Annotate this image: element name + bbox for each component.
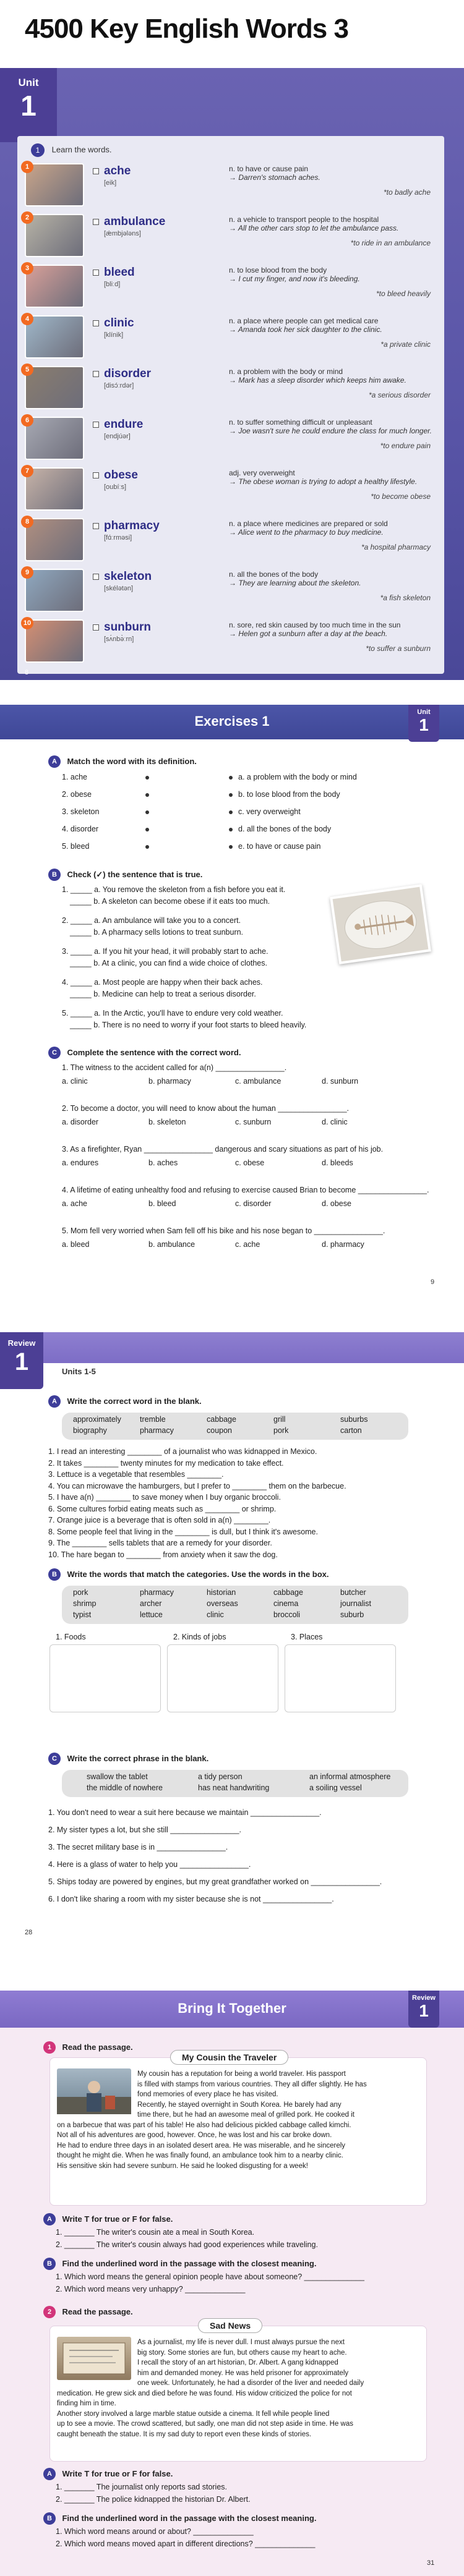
passage-line: His sensitive skin had severe sunburn. He said he looked disgusting for a week!: [57, 2162, 308, 2170]
answer-option[interactable]: d. clinic: [322, 1118, 348, 1126]
box-word: cabbage: [207, 1415, 236, 1424]
answer-option[interactable]: d. bleeds: [322, 1158, 353, 1167]
word-number: 9: [21, 566, 33, 579]
passage-number: 1: [43, 2041, 56, 2054]
fill-phrase-line[interactable]: 4. Here is a glass of water to help you ________________.: [48, 1860, 251, 1869]
answer-option[interactable]: c. sunburn: [235, 1118, 272, 1126]
word-row: [25, 214, 437, 261]
review-tab-label: Review: [412, 1994, 436, 2002]
category-answer-box[interactable]: [167, 1644, 278, 1712]
match-word: 3. skeleton: [62, 807, 100, 816]
fill-blank-line[interactable]: 4. You can microwave the hamburgers, but I prefer to ________ them on the barbecue.: [48, 1481, 346, 1490]
word-term: clinic: [104, 317, 134, 329]
word-pronunciation: [skélətən]: [104, 585, 134, 592]
word-list-box: [17, 136, 444, 674]
word-collocation: *a hospital pharmacy: [361, 543, 431, 551]
fill-blank-line[interactable]: 3. Lettuce is a vegetable that resembles ________.: [48, 1470, 224, 1479]
match-definition: d. all the bones of the body: [238, 825, 332, 833]
section-badge: B: [43, 2512, 56, 2525]
exercises-page: [0, 705, 464, 1301]
section-badge: B: [48, 1568, 61, 1581]
answer-option[interactable]: c. ambulance: [235, 1077, 281, 1086]
word-collocation: *to badly ache: [383, 188, 431, 197]
section-badge: B: [43, 2258, 56, 2270]
question-text: 2. To become a doctor, you will need to know about the human ________________.: [62, 1104, 350, 1113]
word-term: obese: [104, 469, 138, 482]
box-word: overseas: [207, 1599, 238, 1608]
word-checkbox[interactable]: [93, 472, 99, 478]
word-example: → The obese woman is trying to adopt a healthy lifestyle.: [229, 477, 418, 486]
fill-blank-line[interactable]: 9. The ________ sells tablets that are a remedy for your disorder.: [48, 1539, 272, 1547]
passage-line: is filled with stamps from various countries. They all differ slightly. He has: [137, 2080, 367, 2088]
passage-instruction: Read the passage.: [62, 2307, 133, 2317]
question-text: 1. The witness to the accident called for a(n) ________________.: [62, 1063, 287, 1072]
passage-line: Recently, he stayed overnight in South Korea. He barely had any: [137, 2101, 342, 2109]
word-row: [25, 163, 437, 210]
section-a-heading: [48, 1395, 202, 1408]
word-row: [25, 619, 437, 666]
word-definition: n. to have or cause pain: [229, 164, 309, 173]
story-1-title: My Cousin the Traveler: [170, 2050, 288, 2065]
match-dot[interactable]: [145, 793, 149, 797]
section-b-heading: [48, 1568, 329, 1581]
word-checkbox[interactable]: [93, 219, 99, 225]
p2-b-heading: [43, 2512, 316, 2525]
answer-option[interactable]: a. clinic: [62, 1077, 88, 1086]
section-badge: A: [48, 1395, 61, 1408]
word-term: bleed: [104, 266, 135, 279]
box-word: grill: [273, 1415, 286, 1424]
section-badge: C: [48, 1047, 61, 1059]
fill-blank-line[interactable]: 8. Some people feel that living in the ________ is dull, but I think it's awesome.: [48, 1527, 318, 1536]
word-pronunciation: [endjúər]: [104, 433, 131, 440]
unit-tab: [0, 68, 57, 142]
word-photo: [25, 366, 84, 409]
box-word: suburbs: [340, 1415, 368, 1424]
box-word: journalist: [340, 1599, 372, 1608]
word-checkbox[interactable]: [93, 523, 99, 529]
word-checkbox[interactable]: [93, 168, 99, 174]
word-collocation: *to endure pain: [380, 441, 431, 450]
word-example: → Alice went to the pharmacy to buy medicine.: [229, 528, 384, 537]
word-number: 6: [21, 414, 33, 427]
check-item[interactable]: _____ b. A pharmacy sells lotions to treat sunburn.: [70, 928, 244, 937]
passage-line: As a journalist, my life is never dull. I must always pursue the next: [137, 2339, 345, 2346]
review-tab-label: Review: [7, 1338, 36, 1348]
word-example: → Darren's stomach aches.: [229, 173, 320, 182]
box-phrase: has neat handwriting: [198, 1783, 270, 1792]
match-dot[interactable]: [229, 845, 233, 849]
passage-line: I recall the story of an art historian, Dr. Albert. A gang kidnapped: [137, 2359, 338, 2366]
box-phrase: the middle of nowhere: [87, 1783, 163, 1792]
match-dot[interactable]: [229, 810, 233, 814]
word-collocation: *to bleed heavily: [376, 289, 431, 298]
box-word: approximately: [73, 1415, 121, 1424]
true-false-item[interactable]: 2. _______ The writer's cousin always had good experiences while traveling.: [56, 2240, 318, 2249]
unit-tab-label: Unit: [18, 77, 39, 88]
match-dot[interactable]: [145, 776, 149, 780]
fill-blank-line[interactable]: 1. I read an interesting ________ of a journalist who was kidnapped in Mexico.: [48, 1447, 317, 1456]
passage-line: thought he might die. When he was finally found, an ambulance took him to a nearby clinic.: [57, 2152, 343, 2159]
word-photo: [25, 315, 84, 359]
review-tab-small: [408, 1991, 439, 2028]
word-row: [25, 569, 437, 616]
match-definition: c. very overweight: [238, 807, 301, 816]
box-word: cabbage: [273, 1588, 303, 1597]
word-checkbox[interactable]: [93, 320, 99, 326]
page-number: 9: [431, 1278, 435, 1286]
word-definition: n. a place where people can get medical care: [229, 317, 379, 325]
check-item[interactable]: _____ b. There is no need to worry if your foot starts to bleed heavily.: [70, 1021, 307, 1029]
word-collocation: *a serious disorder: [368, 391, 431, 399]
passage-line: finding him in time.: [57, 2400, 116, 2407]
check-item[interactable]: 5. _____ a. In the Arctic, you'll have to endure very cold weather.: [62, 1009, 283, 1018]
passage-line: time there, but he had an awesome meal of grilled pork. He cooked it: [137, 2111, 354, 2119]
word-example: → Helen got a sunburn after a day at the beach.: [229, 629, 388, 638]
passage-instruction: Read the passage.: [62, 2043, 133, 2052]
word-example: → They are learning about the skeleton.: [229, 579, 361, 587]
passage-line: Another story involved a large marble statue outside a cinema. It fell while people lined: [57, 2410, 330, 2418]
learn-badge: 1: [31, 143, 45, 157]
traveler-photo: [57, 2068, 131, 2114]
section-instruction: Match the word with its definition.: [67, 757, 197, 767]
word-number: 1: [21, 161, 33, 173]
check-item[interactable]: _____ b. A skeleton can become obese if it eats too much.: [70, 897, 270, 906]
answer-option[interactable]: c. ache: [235, 1240, 260, 1249]
section-badge: A: [43, 2213, 56, 2225]
word-collocation: *to ride in an ambulance: [350, 239, 431, 247]
check-item[interactable]: _____ b. At a clinic, you can find a wide choice of clothes.: [70, 959, 267, 967]
bring-content: [0, 2028, 464, 2576]
match-word: 4. disorder: [62, 825, 99, 833]
answer-option[interactable]: c. obese: [235, 1158, 265, 1167]
passage-line: He had to endure three days in an isolated desert area. He was miserable, and he sincerely: [57, 2141, 346, 2149]
match-dot[interactable]: [145, 828, 149, 831]
check-item[interactable]: 2. _____ a. An ambulance will take you to a concert.: [62, 916, 241, 925]
learn-text: Learn the words.: [51, 145, 112, 155]
box-word: butcher: [340, 1588, 366, 1597]
word-pronunciation: [bliːd]: [104, 281, 121, 288]
p1-b-heading: [43, 2258, 316, 2270]
unit-tab-small: [408, 705, 439, 742]
section-instruction: Write the correct word in the blank.: [67, 1396, 202, 1406]
word-pronunciation: [ǽmbjələns]: [104, 230, 141, 237]
fill-phrase-line[interactable]: 2. My sister types a lot, but she still ________________.: [48, 1826, 241, 1834]
fill-blank-line[interactable]: 2. It takes ________ twenty minutes for my medication to take effect.: [48, 1458, 284, 1468]
find-word-item[interactable]: 2. Which word means moved apart in different directions? ______________: [56, 2540, 316, 2548]
word-photo: [25, 265, 84, 308]
category-label: 1. Foods: [56, 1633, 86, 1641]
word-definition: n. to suffer something difficult or unpleasant: [229, 418, 372, 427]
box-word: shrimp: [73, 1599, 97, 1608]
word-photo: [25, 163, 84, 206]
answer-option[interactable]: d. sunburn: [322, 1077, 359, 1086]
category-label: 2. Kinds of jobs: [173, 1633, 226, 1641]
answer-option[interactable]: b. ambulance: [148, 1240, 195, 1249]
word-term: ache: [104, 164, 131, 177]
unit-page: [0, 68, 464, 680]
unit-tab-number: 1: [419, 715, 429, 734]
word-definition: n. a problem with the body or mind: [229, 367, 343, 376]
word-checkbox[interactable]: [93, 371, 99, 377]
word-definition: adj. very overweight: [229, 469, 295, 477]
section-instruction: Complete the sentence with the correct word.: [67, 1048, 241, 1058]
word-example: → Joe wasn't sure he could endure the class for much longer.: [229, 427, 432, 435]
fill-phrase-line[interactable]: 3. The secret military base is in ________________.: [48, 1843, 228, 1851]
passage-line: one week. Unfortunately, he had a disorder of the liver and needed daily: [137, 2379, 364, 2387]
box-word: historian: [207, 1588, 236, 1597]
word-photo: [25, 619, 84, 663]
check-item[interactable]: 4. _____ a. Most people are happy when their back aches.: [62, 978, 263, 987]
section-instruction: Write the words that match the categories. Use the words in the box.: [67, 1570, 329, 1579]
fill-blank-line[interactable]: 6. Some cultures forbid eating meats such as ________ or shrimp.: [48, 1504, 277, 1513]
word-row: [25, 366, 437, 413]
box-word: coupon: [207, 1426, 233, 1435]
section-badge: A: [48, 755, 61, 768]
review-tab-number: 1: [419, 2001, 429, 2020]
word-definition: n. to lose blood from the body: [229, 266, 327, 274]
find-word-item[interactable]: 1. Which word means the general opinion people have about someone? ______________: [56, 2272, 364, 2281]
word-photo: [25, 518, 84, 561]
p2-a-heading: [43, 2468, 173, 2480]
word-number: 4: [21, 313, 33, 325]
word-pronunciation: [sʌ́nbə̀ːrn]: [104, 635, 134, 643]
category-label: 3. Places: [291, 1633, 323, 1641]
question-text: 4. A lifetime of eating unhealthy food and refusing to exercise caused Brian to become ________________.: [62, 1186, 429, 1194]
exercises-title: Exercises 1: [194, 713, 270, 729]
word-example: → I cut my finger, and now it's bleeding.: [229, 274, 360, 283]
match-word: 2. obese: [62, 790, 92, 799]
section-instruction: Write the correct phrase in the blank.: [67, 1754, 209, 1764]
journalist-photo: [57, 2337, 131, 2380]
box-word: tremble: [140, 1415, 166, 1424]
word-pronunciation: [disɔ́ːrdər]: [104, 382, 134, 389]
word-number: 2: [21, 211, 33, 224]
match-dot[interactable]: [145, 845, 149, 849]
answer-option[interactable]: b. bleed: [148, 1199, 176, 1208]
review-tab: [0, 1332, 43, 1389]
unit-tab-label: Unit: [417, 708, 431, 716]
match-dot[interactable]: [229, 776, 233, 780]
match-definition: e. to have or cause pain: [238, 842, 321, 851]
page-number: 8: [25, 669, 29, 676]
word-term: ambulance: [104, 215, 166, 228]
word-collocation: *a private clinic: [380, 340, 431, 349]
match-definition: b. to lose blood from the body: [238, 790, 340, 799]
word-checkbox[interactable]: [93, 422, 99, 428]
section-c-heading: [48, 1047, 241, 1059]
box-word: archer: [140, 1599, 162, 1608]
word-pronunciation: [klínik]: [104, 331, 124, 339]
box-word: pharmacy: [140, 1588, 174, 1597]
word-row: [25, 265, 437, 312]
box-word: biography: [73, 1426, 107, 1435]
answer-option[interactable]: d. obese: [322, 1199, 351, 1208]
match-dot[interactable]: [145, 810, 149, 814]
passage-line: caught beneath the statue. It is my sad duty to report even these kinds of stories.: [57, 2430, 312, 2438]
word-pronunciation: [oubíːs]: [104, 483, 127, 491]
word-term: skeleton: [104, 570, 152, 583]
match-word: 1. ache: [62, 773, 88, 781]
find-word-item[interactable]: 1. Which word means around or about? ______________: [56, 2527, 254, 2536]
question-text: 3. As a firefighter, Ryan ________________ dangerous and scary situations as part of his job.: [62, 1145, 384, 1154]
word-photo: [25, 417, 84, 460]
word-collocation: *to become obese: [371, 492, 431, 501]
section-badge: C: [48, 1753, 61, 1765]
section-instruction: Write T for true or F for false.: [62, 2214, 173, 2224]
passage-line: on a barbecue that was part of his table! He also had delicious pickled cabbage called kimchi.: [57, 2121, 351, 2129]
word-pronunciation: [eik]: [104, 179, 117, 187]
section-instruction: Check (✓) the sentence that is true.: [67, 870, 203, 880]
word-number: 5: [21, 363, 33, 376]
fill-phrase-line[interactable]: 5. Ships today are powered by engines, but my great grandfather worked on ________________.: [48, 1877, 382, 1886]
word-example: → Mark has a sleep disorder which keeps him awake.: [229, 376, 406, 385]
units-range: Units 1-5: [62, 1367, 96, 1376]
passage-line: My cousin has a reputation for being a world traveler. His passport: [137, 2070, 346, 2078]
word-pronunciation: [fɑ́ːrməsi]: [104, 534, 132, 542]
section-badge: A: [43, 2468, 56, 2480]
section-b-heading: [48, 869, 202, 881]
section-a-heading: [48, 755, 197, 768]
fill-phrase-line[interactable]: 6. I don't like sharing a room with my sister because she is not ________________.: [48, 1895, 334, 1903]
word-row: [25, 315, 437, 362]
box-word: cinema: [273, 1599, 299, 1608]
word-collocation: *to suffer a sunburn: [366, 644, 431, 653]
word-definition: n. all the bones of the body: [229, 570, 319, 579]
word-number: 3: [21, 262, 33, 274]
box-word: pork: [273, 1426, 289, 1435]
word-collocation: *a fish skeleton: [380, 593, 431, 602]
answer-option[interactable]: a. disorder: [62, 1118, 99, 1126]
answer-option[interactable]: d. pharmacy: [322, 1240, 364, 1249]
passage-line: medication. He grew sick and died before he was found. His widow criticized the police for not: [57, 2389, 352, 2397]
category-answer-box[interactable]: [49, 1644, 161, 1712]
word-definition: n. a vehicle to transport people to the hospital: [229, 215, 379, 224]
passage-line: fond memories of every place he has visited.: [137, 2091, 278, 2098]
match-dot[interactable]: [229, 828, 233, 831]
word-number: 7: [21, 465, 33, 477]
section-badge: B: [48, 869, 61, 881]
word-checkbox[interactable]: [93, 574, 99, 580]
true-false-item[interactable]: 1. _______ The journalist only reports sad stories.: [56, 2483, 228, 2491]
word-term: disorder: [104, 367, 152, 380]
question-text: 5. Mom fell very worried when Sam fell off his bike and his nose began to ________________.: [62, 1226, 385, 1235]
bring-title: Bring It Together: [178, 2000, 286, 2016]
word-number: 8: [21, 516, 33, 528]
section-instruction: Write T for true or F for false.: [62, 2469, 173, 2479]
story-2-title: Sad News: [198, 2318, 262, 2333]
fill-blank-line[interactable]: 10. The hare began to ________ from anxiety when it saw the dog.: [48, 1550, 278, 1559]
true-false-item[interactable]: 1. _______ The writer's cousin ate a meal in South Korea.: [56, 2228, 255, 2237]
passage-1-heading: [43, 2041, 133, 2054]
box-word: pork: [73, 1588, 88, 1597]
page-number: 31: [427, 2559, 435, 2567]
word-photo: [25, 467, 84, 511]
review-page: [0, 1332, 464, 1950]
section-c-heading: [48, 1753, 208, 1765]
box-phrase: a soiling vessel: [309, 1783, 362, 1792]
word-definition: n. a place where medicines are prepared or sold: [229, 519, 388, 528]
fill-blank-line[interactable]: 5. I have a(n) ________ to save money when I buy organic broccoli.: [48, 1493, 281, 1502]
p1-a-heading: [43, 2213, 173, 2225]
category-answer-box[interactable]: [285, 1644, 396, 1712]
box-word: carton: [340, 1426, 362, 1435]
passage-number: 2: [43, 2306, 56, 2318]
passage-line: Not all of his adventures are good, however. Once, he was lost and his car broke down.: [57, 2132, 332, 2139]
section-instruction: Find the underlined word in the passage with the closest meaning.: [62, 2514, 317, 2523]
answer-option[interactable]: a. bleed: [62, 1240, 90, 1249]
word-definition: n. sore, red skin caused by too much time in the sun: [229, 621, 401, 629]
word-term: pharmacy: [104, 519, 160, 532]
word-photo: [25, 569, 84, 612]
page-number: 28: [25, 1929, 33, 1936]
passage-line: him and demanded money. He was held prisoner for approximately: [137, 2369, 349, 2377]
box-phrase: swallow the tablet: [87, 1772, 148, 1781]
answer-option[interactable]: b. aches: [148, 1158, 178, 1167]
word-photo: [25, 214, 84, 257]
box-phrase: a tidy person: [198, 1772, 243, 1781]
word-row: [25, 467, 437, 514]
word-example: → All the other cars stop to let the ambulance pass.: [229, 224, 399, 232]
answer-option[interactable]: c. disorder: [235, 1199, 272, 1208]
check-item[interactable]: _____ b. Medicine can help to treat a serious disorder.: [70, 990, 256, 998]
word-term: sunburn: [104, 621, 151, 634]
book-title: 4500 Key English Words 3: [25, 14, 348, 44]
fill-phrase-line[interactable]: 1. You don't need to wear a suit here because we maintain ________________.: [48, 1808, 322, 1817]
check-item[interactable]: 1. _____ a. You remove the skeleton from a fish before you eat it.: [62, 885, 286, 894]
match-word: 5. bleed: [62, 842, 90, 851]
unit-tab-number: 1: [20, 90, 37, 122]
review-header: [0, 1332, 464, 1363]
passage-2-heading: [43, 2306, 133, 2318]
word-example: → Amanda took her sick daughter to the clinic.: [229, 325, 382, 334]
bring-it-together-page: [0, 1991, 464, 2576]
box-word: clinic: [207, 1610, 224, 1619]
answer-option[interactable]: b. skeleton: [148, 1118, 186, 1126]
box-word: typist: [73, 1610, 92, 1619]
word-row: [25, 518, 437, 565]
answer-option[interactable]: a. ache: [62, 1199, 88, 1208]
box-word: suburb: [340, 1610, 364, 1619]
true-false-item[interactable]: 2. _______ The police kidnapped the historian Dr. Albert.: [56, 2495, 251, 2504]
word-number: 10: [21, 617, 33, 629]
match-dot[interactable]: [229, 793, 233, 797]
word-term: endure: [104, 418, 144, 431]
fill-blank-line[interactable]: 7. Orange juice is a beverage that is often sold in a(n) ________.: [48, 1516, 271, 1524]
check-item[interactable]: 3. _____ a. If you hit your head, it will probably start to ache.: [62, 947, 269, 956]
fish-skeleton-photo: [330, 884, 431, 964]
passage-line: up to see a movie. The crowd scattered, but sadly, one man did not step aside in time. He was: [57, 2420, 353, 2428]
word-checkbox[interactable]: [93, 270, 99, 276]
passage-line: big story. Some stories are fun, but others cause my heart to ache.: [137, 2349, 347, 2357]
word-row: [25, 417, 437, 464]
box-phrase: an informal atmosphere: [309, 1772, 391, 1781]
match-definition: a. a problem with the body or mind: [238, 773, 357, 781]
find-word-item[interactable]: 2. Which word means very unhappy? ______________: [56, 2285, 246, 2293]
answer-option[interactable]: b. pharmacy: [148, 1077, 191, 1086]
box-word: broccoli: [273, 1610, 301, 1619]
section-instruction: Find the underlined word in the passage with the closest meaning.: [62, 2259, 317, 2269]
box-word: pharmacy: [140, 1426, 174, 1435]
learn-instruction: [31, 143, 111, 157]
box-word: lettuce: [140, 1610, 163, 1619]
review-tab-number: 1: [14, 1348, 29, 1375]
answer-option[interactable]: a. endures: [62, 1158, 99, 1167]
word-checkbox[interactable]: [93, 624, 99, 631]
